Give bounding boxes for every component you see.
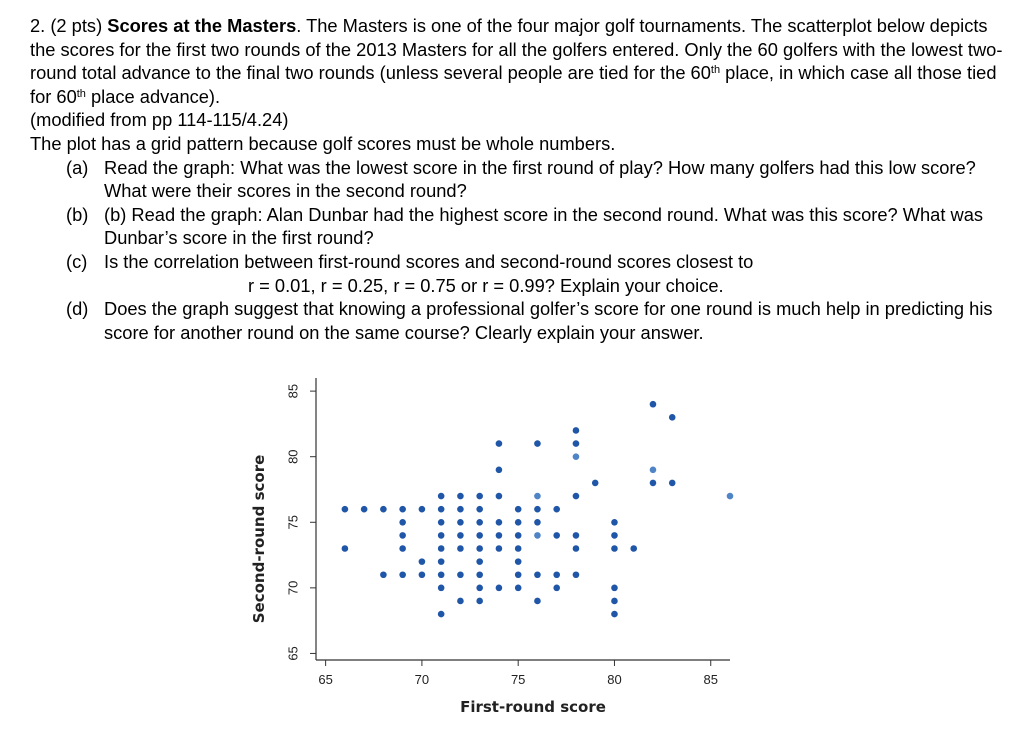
intro-text-1: The Masters is one of the four major golf tournaments. The scatterplot below depicts the scores for the first two rounds of the 2013 Masters for all the golfers entered. Only the 60 golfers with the lowest two-round total advance to the final two rounds (unless several people are tied for the 60	[30, 15, 1003, 84]
data-point	[438, 558, 445, 565]
data-point	[438, 611, 445, 618]
data-point	[399, 571, 406, 578]
data-point	[496, 532, 503, 539]
part-c-label: (c)	[66, 250, 88, 272]
data-point	[496, 585, 503, 592]
superscript-th-2: th	[76, 87, 86, 100]
data-point	[476, 519, 483, 526]
data-point	[399, 519, 406, 526]
data-point	[380, 506, 387, 513]
data-point	[534, 519, 541, 526]
data-point	[669, 480, 676, 487]
data-point	[515, 519, 522, 526]
part-c-text: Is the correlation between first-round scores and second-round scores closest to	[104, 250, 754, 272]
data-point	[476, 506, 483, 513]
y-tick-label: 70	[285, 580, 301, 596]
data-point	[438, 493, 445, 500]
part-b-text: (b) Read the graph: Alan Dunbar had the highest score in the second round. What was this score? What was Dunbar’s score in the first round?	[104, 203, 984, 249]
question-title: Scores at the Masters	[107, 15, 297, 36]
data-point	[534, 506, 541, 513]
data-point	[476, 571, 483, 578]
part-d-label: (d)	[66, 298, 89, 320]
data-point	[515, 545, 522, 552]
data-point	[457, 532, 464, 539]
grid-note: The plot has a grid pattern because golf scores must be whole numbers.	[30, 132, 616, 154]
data-point	[496, 519, 503, 526]
intro-text-2: place, in which case all those tied for 60	[30, 62, 997, 107]
part-d	[30, 297, 1010, 344]
data-point	[496, 467, 503, 474]
part-b	[30, 203, 1010, 250]
y-tick-label: 85	[285, 383, 301, 399]
x-axis-title: First-round score	[460, 698, 606, 716]
data-point	[361, 506, 368, 513]
source-note: (modified from pp 114-115/4.24)	[30, 109, 289, 131]
data-point	[611, 532, 618, 539]
data-point	[457, 598, 464, 605]
data-point	[515, 532, 522, 539]
x-tick-label: 75	[510, 672, 526, 687]
data-point	[457, 519, 464, 526]
data-point	[534, 440, 541, 447]
data-point	[438, 571, 445, 578]
x-tick-label: 65	[318, 672, 333, 687]
data-point	[515, 571, 522, 578]
data-point	[342, 506, 349, 513]
data-point	[611, 598, 618, 605]
data-point	[476, 558, 483, 565]
part-d-text: Does the graph suggest that knowing a professional golfer’s score for one round is much help in predicting his score for another round on the same course? Clearly explain your answer.	[104, 298, 993, 343]
data-point	[553, 532, 560, 539]
data-point	[496, 440, 503, 447]
data-point	[476, 532, 483, 539]
data-point	[438, 585, 445, 592]
data-point	[419, 506, 426, 513]
y-tick-label: 75	[285, 515, 301, 530]
question-parts	[30, 156, 1010, 345]
axes	[285, 378, 730, 687]
data-point	[573, 427, 580, 434]
data-point	[515, 585, 522, 592]
data-point	[534, 532, 541, 539]
part-c	[30, 250, 1010, 297]
data-point	[476, 598, 483, 605]
x-tick-label: 85	[703, 672, 718, 687]
part-c-formula: r = 0.01, r = 0.25, r = 0.75 or r = 0.99? Explain your choice.	[248, 274, 724, 296]
data-point	[573, 453, 580, 460]
x-tick-label: 70	[414, 672, 430, 687]
data-point	[727, 493, 734, 500]
data-point	[553, 571, 560, 578]
data-point	[534, 571, 541, 578]
question-points: (2 pts)	[50, 15, 103, 36]
scatterplot	[240, 370, 740, 720]
data-point	[611, 611, 618, 618]
data-point	[534, 493, 541, 500]
data-point	[650, 480, 657, 487]
question-block	[30, 14, 1010, 344]
superscript-th-1: th	[710, 64, 721, 77]
data-point	[399, 545, 406, 552]
data-point	[399, 506, 406, 513]
data-point	[457, 493, 464, 500]
data-point	[650, 401, 657, 408]
x-tick-label: 80	[607, 672, 622, 687]
data-point	[553, 585, 560, 592]
data-point	[419, 558, 426, 565]
data-point	[438, 519, 445, 526]
data-point	[573, 532, 580, 539]
data-point	[515, 558, 522, 565]
data-point	[399, 532, 406, 539]
data-point	[650, 467, 657, 474]
part-a-text: Read the graph: What was the lowest score in the first round of play? How many golfers had this low score? What were their scores in the second round?	[104, 156, 976, 202]
question-number: 2.	[30, 15, 46, 36]
part-a-label: (a)	[66, 156, 89, 178]
data-point	[611, 585, 618, 592]
data-point	[573, 571, 580, 578]
data-point	[573, 545, 580, 552]
data-point	[438, 532, 445, 539]
data-point	[515, 506, 522, 513]
data-point	[380, 571, 387, 578]
question-intro	[30, 14, 1010, 108]
data-point	[669, 414, 676, 421]
data-point	[611, 519, 618, 526]
question-title-period: .	[296, 15, 302, 36]
data-point	[438, 545, 445, 552]
data-point	[573, 440, 580, 447]
data-point	[438, 506, 445, 513]
data-point	[419, 571, 426, 578]
data-point	[496, 493, 503, 500]
data-point	[611, 545, 618, 552]
y-tick-label: 65	[285, 646, 301, 661]
part-a	[30, 156, 1010, 203]
part-b-label: (b)	[66, 203, 89, 225]
data-point	[457, 571, 464, 578]
data-point	[630, 545, 637, 552]
data-point	[476, 545, 483, 552]
y-tick-label: 80	[285, 449, 301, 464]
data-point	[457, 506, 464, 513]
data-point	[573, 493, 580, 500]
data-point	[534, 598, 541, 605]
data-point	[476, 493, 483, 500]
data-point	[476, 585, 483, 592]
data-point	[592, 480, 599, 487]
y-axis-title: Second-round score	[250, 454, 268, 624]
data-points	[342, 401, 734, 617]
intro-text-3: place advance).	[85, 85, 221, 107]
data-point	[342, 545, 349, 552]
scatterplot-svg	[240, 370, 740, 720]
data-point	[457, 545, 464, 552]
data-point	[496, 545, 503, 552]
data-point	[553, 506, 560, 513]
